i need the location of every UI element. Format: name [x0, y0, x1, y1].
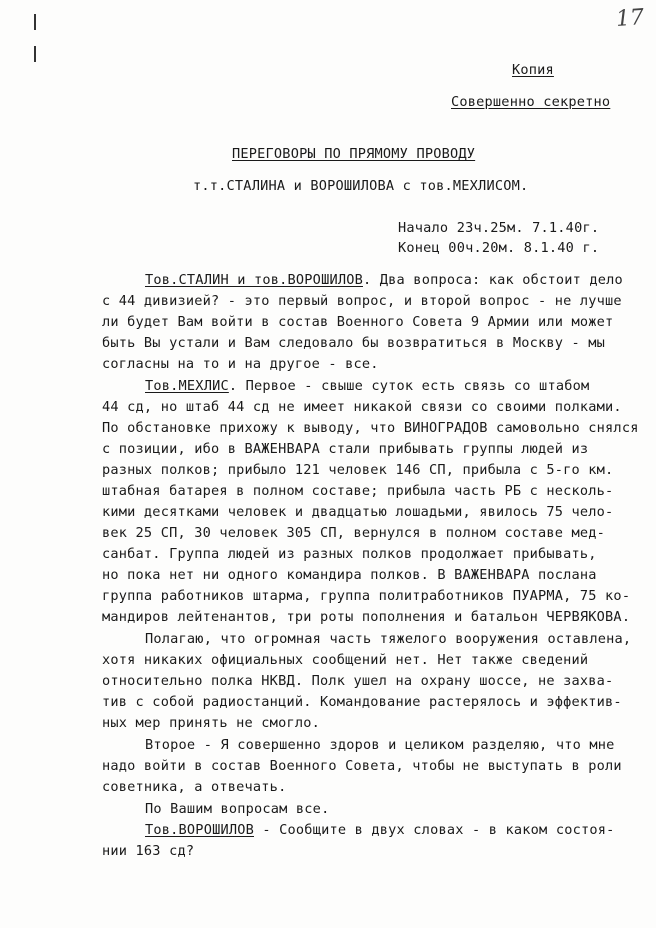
body-line: мандиров лейтенантов, три роты пополнения и батальон ЧЕРВЯКОВА.	[102, 609, 631, 625]
body-line: с 44 дивизией? - это первый вопрос, и второй вопрос - не лучше	[102, 293, 622, 309]
margin-mark	[34, 46, 36, 62]
body-line: разных полков; прибыло 121 человек 146 СП, прибыла с 5-го км.	[102, 462, 614, 478]
body-line: ных мер принять не смогло.	[102, 715, 320, 731]
end-time: Конец 00ч.20м. 8.1.40 г.	[398, 240, 600, 256]
speaker-name: Тов.ВОРОШИЛОВ	[145, 822, 254, 838]
secret-stamp: Совершенно секретно	[451, 94, 611, 110]
body-line: с позиции, ибо в ВАЖЕНВАРА стали прибывать группы людей из	[102, 441, 589, 457]
body-line: согласны на то и на другое - все.	[102, 356, 379, 372]
start-time: Начало 23ч.25м. 7.1.40г.	[398, 220, 600, 236]
body-line: штабная батарея в полном составе; прибыла часть РБ с несколь-	[102, 483, 614, 499]
body-line: быть Вы устали и Вам следовало бы возвратиться в Москву - мы	[102, 335, 606, 351]
body-line: советника, а отвечать.	[102, 779, 287, 795]
body-line: век 25 СП, 30 человек 305 СП, вернулся в полном составе мед-	[102, 525, 606, 541]
body-line: но пока нет ни одного командира полков. В ВАЖЕНВАРА послана	[102, 567, 597, 583]
body-line: надо войти в состав Военного Совета, чтобы не выступать в роли	[102, 758, 622, 774]
body-line	[145, 272, 623, 288]
document-title: ПЕРЕГОВОРЫ ПО ПРЯМОМУ ПРОВОДУ	[232, 146, 476, 162]
page-number: 17	[615, 5, 645, 32]
speaker-name: Тов.МЕХЛИС	[145, 378, 229, 394]
line-text: - Сообщите в двух словах - в каком состоя-	[254, 822, 615, 838]
body-line: группа работников штарма, группа политработников ПУАРМА, 75 ко-	[102, 588, 631, 604]
body-line: кими десятками человек и двадцатью лошадьми, явилось 75 чело-	[102, 504, 614, 520]
body-line: 44 сд, но штаб 44 сд не имеет никакой связи со своими полками.	[102, 399, 622, 415]
body-line: нии 163 сд?	[102, 843, 195, 859]
body-line	[145, 822, 615, 838]
body-line: ли будет Вам войти в состав Военного Совета 9 Армии или может	[102, 314, 614, 330]
line-text: . Два вопроса: как обстоит дело	[363, 272, 623, 288]
body-line: хотя никаких официальных сообщений нет. Нет также сведений	[102, 652, 589, 668]
line-text: . Первое - свыше суток есть связь со штабом	[228, 378, 590, 394]
body-line: санбат. Группа людей из разных полков продолжает прибывать,	[102, 546, 597, 562]
body-line	[145, 378, 589, 394]
body-line: По обстановке прихожу к выводу, что ВИНОГРАДОВ самовольно снялся	[102, 420, 639, 436]
copy-stamp: Копия	[512, 62, 554, 78]
body-line: Второе - Я совершенно здоров и целиком разделяю, что мне	[145, 737, 615, 753]
document-subtitle: т.т.СТАЛИНА и ВОРОШИЛОВА с тов.МЕХЛИСОМ.	[193, 178, 529, 194]
body-line: тив с собой радиостанций. Командование растерялось и эффектив-	[102, 694, 622, 710]
speaker-name: Тов.СТАЛИН и тов.ВОРОШИЛОВ	[145, 272, 363, 288]
body-line: относительно полка НКВД. Полк ушел на охрану шоссе, не захва-	[102, 673, 614, 689]
body-line: Полагаю, что огромная часть тяжелого вооружения оставлена,	[145, 631, 632, 647]
margin-mark	[34, 14, 36, 30]
body-line: По Вашим вопросам все.	[145, 801, 330, 817]
